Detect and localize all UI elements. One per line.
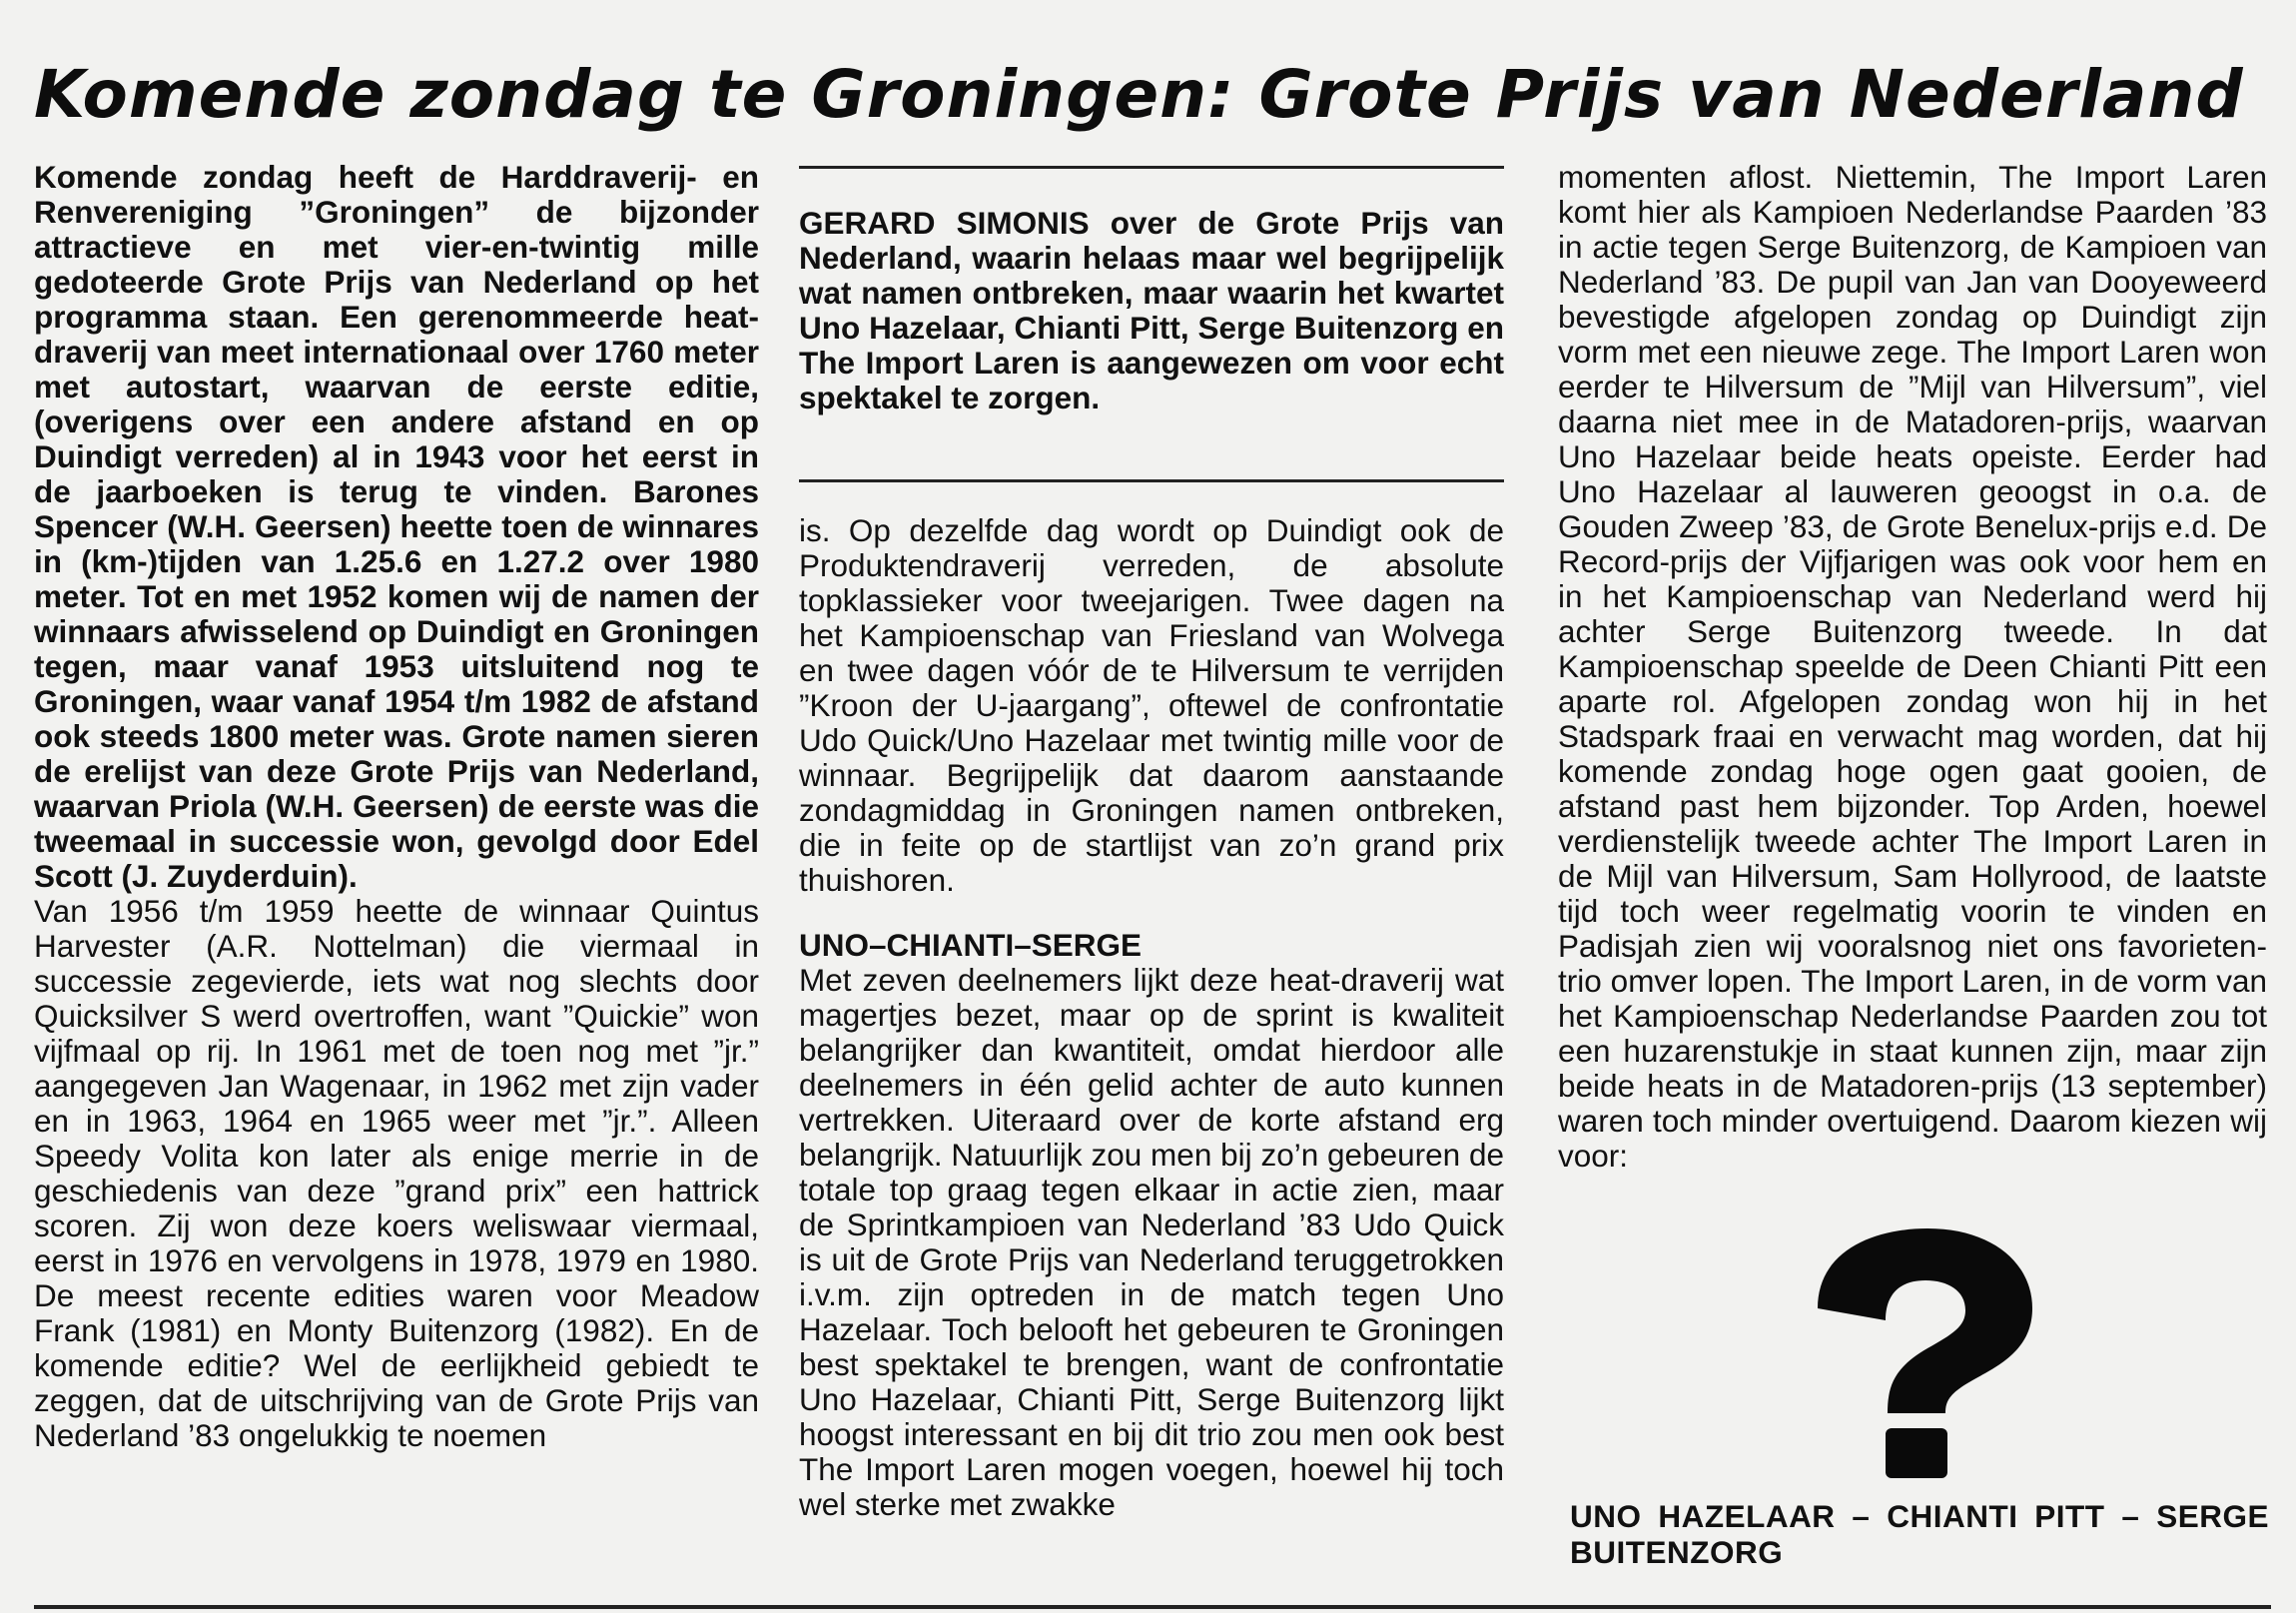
author-intro: GERARD SIMONIS over de Grote Prijs van Nederland, waarin helaas maar wel begrijpelijk wat namen ontbreken, maar waarin het kwartet Uno Hazelaar, Chianti Pitt, Serge Buitenzorg en The Import Laren is aangewezen om voor echt spektakel te zorgen. xyxy=(799,205,1504,415)
divider-bottom xyxy=(34,1605,2271,1609)
body-paragraph-2: is. Op dezelfde dag wordt op Duindigt ook de Produktendraverij verreden, de absolute topklassieker voor tweejarigen. Twee dagen na het Kampioenschap van Friesland van Wolvega en twee dagen vóór de te Hilversum te verrijden ”Kroon der U-jaargang”, oftewel de confrontatie Udo Quick/Uno Hazelaar met twintig mille voor de winnaar. Begrijpelijk dat daarom aanstaande zondagmiddag in Groningen namen ontbreken, die in feite op de startlijst van zo’n grand prix thuishoren. xyxy=(799,512,1504,898)
column-3 xyxy=(1558,160,2267,1174)
divider-top xyxy=(799,166,1504,169)
divider-middle xyxy=(799,479,1504,482)
body-paragraph-1: Van 1956 t/m 1959 heette de winnaar Quintus Harvester (A.R. Nottelman) die viermaal in successie zegevierde, iets wat nog slechts door Quicksilver S werd overtroffen, want ”Quickie” won vijfmaal op rij. In 1961 met de toen nog met ”jr.” aangegeven Jan Wagenaar, in 1962 met zijn vader en in 1963, 1964 en 1965 weer met ”jr.”. Alleen Speedy Volita kon later als enige merrie in de geschiedenis van deze ”grand prix” een hattrick scoren. Zij won deze koers weliswaar viermaal, eerst in 1976 en vervolgens in 1978, 1979 en 1980. De meest recente edities waren voor Meadow Frank (1981) en Monty Buitenzorg (1982). En de komende editie? Wel de eerlijkheid gebiedt te zeggen, dat de uitschrijving van de Grote Prijs van Nederland ’83 ongelukkig te noemen xyxy=(34,893,759,1453)
column-1 xyxy=(34,160,759,1453)
conclusion-trio: UNO HAZELAAR – CHIANTI PITT – SERGE BUITENZORG xyxy=(1570,1498,2269,1570)
subheading: UNO–CHIANTI–SERGE xyxy=(799,927,1143,963)
headline: Komende zondag te Groningen: Grote Prijs van Nederland xyxy=(34,56,2244,133)
body-paragraph-3: Met zeven deelnemers lijkt deze heat-draverij wat magertjes bezet, maar op de sprint is kwaliteit belangrijker dan kwantiteit, omdat hierdoor alle deelnemers in één gelid achter de auto kunnen vertrekken. Uiteraard over de korte afstand erg belangrijk. Natuurlijk zou men bij zo’n gebeuren de totale top graag tegen elkaar in actie zien, maar de Sprintkampioen van Nederland ’83 Udo Quick is uit de Grote Prijs van Nederland teruggetrokken i.v.m. zijn optreden in de match tegen Uno Hazelaar. Toch belooft het gebeuren te Groningen best spektakel te brengen, want de confrontatie Uno Hazelaar, Chianti Pitt, Serge Buitenzorg lijkt hoogst interessant en bij dit trio zou men ook best The Import Laren mogen voegen, hoewel hij toch wel sterke met zwakke xyxy=(799,962,1504,1522)
body-paragraph-4: momenten aflost. Niettemin, The Import Laren komt hier als Kampioen Nederlandse Paarden ’83 in actie tegen Serge Buitenzorg, de Kampioen van Nederland ’83. De pupil van Jan van Dooyeweerd bevestigde afgelopen zondag op Duindigt zijn vorm met een nieuwe zege. The Import Laren won eerder te Hilversum de ”Mijl van Hilversum”, viel daarna niet mee in de Matadoren-prijs, waarvan Uno Hazelaar beide heats opeiste. Eerder had Uno Hazelaar al lauweren geoogst in o.a. de Gouden Zweep ’83, de Grote Benelux-prijs e.d. De Record-prijs der Vijfjarigen was ook voor hem en in het Kampioenschap van Nederland werd hij achter Serge Buitenzorg tweede. In dat Kampioenschap speelde de Deen Chianti Pitt een aparte rol. Afgelopen zondag won hij in het Stadspark fraai en verwacht mag worden, dat hij komende zondag hoge ogen gaat gooien, de afstand past hem bijzonder. Top Arden, hoewel verdienstelijk tweede achter The Import Laren in de Mijl van Hilversum, Sam Hollyrood, de laatste tijd toch weer regelmatig voorin te vinden en Padisjah zien wij vooralsnog niet ons favorieten-trio omver lopen. The Import Laren, in de vorm van het Kampioenschap Nederlandse Paarden zou tot een huzarenstukje in staat kunnen zijn, maar zijn beide heats in de Matadoren-prijs (13 september) waren toch minder overtuigend. Daarom kiezen wij voor: xyxy=(1558,159,2267,1174)
lead-paragraph: Komende zondag heeft de Harddraverij- en Renvereniging ”Groningen” de bijzonder attractieve en met vier-en-twintig mille gedoteerde Grote Prijs van Nederland op het programma staan. Een gerenommeerde heat-draverij van meet internationaal over 1760 meter met autostart, waarvan de eerste editie, (overigens over een andere afstand en op Duindigt verreden) al in 1943 voor het eerst in de jaarboeken is terug te vinden. Barones Spencer (W.H. Geersen) heette toen de winnares in (km-)tijden van 1.25.6 en 1.27.2 over 1980 meter. Tot en met 1952 komen wij de namen der winnaars afwisselend op Duindigt en Groningen tegen, maar vanaf 1953 uitsluitend nog te Groningen, waar vanaf 1954 t/m 1982 de afstand ook steeds 1800 meter was. Grote namen sieren de erelijst van deze Grote Prijs van Nederland, waarvan Priola (W.H. Geersen) de eerste was die tweemaal in successie won, gevolgd door Edel Scott (J. Zuyderduin). xyxy=(34,159,759,894)
column-2 xyxy=(799,513,1504,1522)
question-mark-icon xyxy=(1788,1228,2047,1478)
